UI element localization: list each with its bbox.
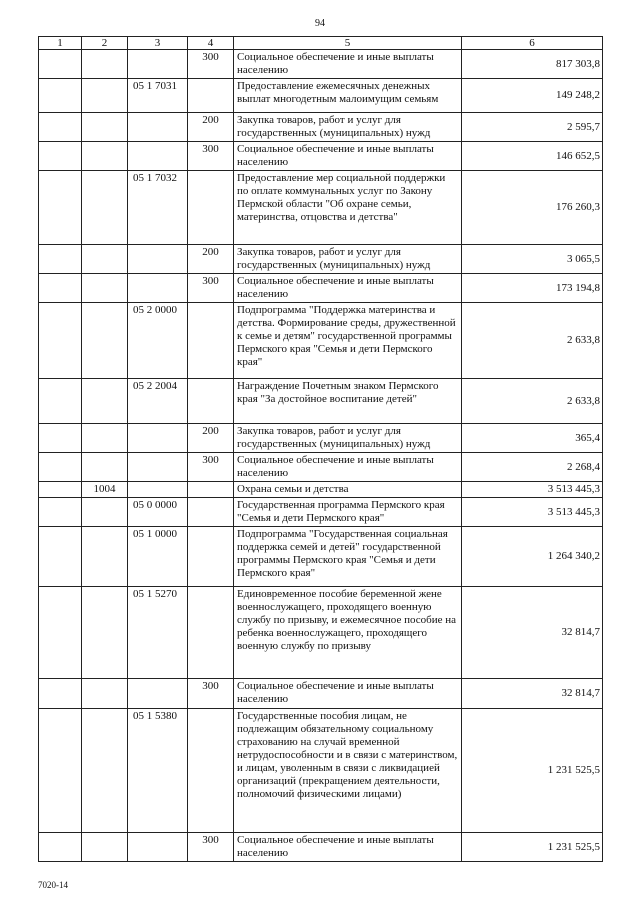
row-amount: 3 513 445,3 xyxy=(462,482,603,498)
row-target-code: 05 2 0000 xyxy=(128,303,188,379)
row-col1 xyxy=(39,709,82,833)
row-description: Социальное обеспечение и иные выплаты населению xyxy=(234,50,462,79)
row-description: Социальное обеспечение и иные выплаты населению xyxy=(234,142,462,171)
row-section-code xyxy=(82,113,128,142)
row-expense-type: 300 xyxy=(188,274,234,303)
row-amount: 1 231 525,5 xyxy=(462,833,603,862)
row-target-code: 05 2 2004 xyxy=(128,379,188,424)
row-section-code xyxy=(82,274,128,303)
row-amount: 365,4 xyxy=(462,424,603,453)
row-col1 xyxy=(39,424,82,453)
table-row xyxy=(39,245,603,274)
header-row xyxy=(39,37,603,50)
row-expense-type xyxy=(188,498,234,527)
row-expense-type: 300 xyxy=(188,453,234,482)
row-description: Подпрограмма "Государственная социальная поддержка семей и детей" государственной программы Пермского края "Семья и дети Пермского края" xyxy=(234,527,462,587)
row-section-code xyxy=(82,833,128,862)
row-expense-type xyxy=(188,79,234,113)
row-target-code xyxy=(128,482,188,498)
row-amount: 32 814,7 xyxy=(462,679,603,709)
row-col1 xyxy=(39,171,82,245)
row-target-code xyxy=(128,679,188,709)
budget-table xyxy=(38,36,603,862)
row-section-code xyxy=(82,379,128,424)
row-expense-type: 200 xyxy=(188,245,234,274)
row-target-code: 05 1 7031 xyxy=(128,79,188,113)
row-expense-type xyxy=(188,482,234,498)
row-description: Охрана семьи и детства xyxy=(234,482,462,498)
row-section-code xyxy=(82,453,128,482)
row-description: Закупка товаров, работ и услуг для государственных (муниципальных) нужд xyxy=(234,245,462,274)
row-target-code xyxy=(128,274,188,303)
header-col-6: 6 xyxy=(462,37,603,50)
row-amount: 149 248,2 xyxy=(462,79,603,113)
row-expense-type xyxy=(188,527,234,587)
table-row xyxy=(39,709,603,833)
row-expense-type: 300 xyxy=(188,679,234,709)
table-row xyxy=(39,453,603,482)
row-section-code xyxy=(82,498,128,527)
row-expense-type xyxy=(188,379,234,424)
row-section-code xyxy=(82,142,128,171)
row-section-code xyxy=(82,709,128,833)
row-target-code xyxy=(128,113,188,142)
row-description: Социальное обеспечение и иные выплаты населению xyxy=(234,833,462,862)
row-expense-type xyxy=(188,303,234,379)
row-target-code: 05 1 5270 xyxy=(128,587,188,679)
row-amount: 176 260,3 xyxy=(462,171,603,245)
row-col1 xyxy=(39,245,82,274)
row-description: Социальное обеспечение и иные выплаты населению xyxy=(234,453,462,482)
row-expense-type xyxy=(188,587,234,679)
row-description: Единовременное пособие беременной жене военнослужащего, проходящего военную службу по призыву, и ежемесячное пособие на ребенка военнослужащего, проходящего военную службу по призыву xyxy=(234,587,462,679)
table-row xyxy=(39,171,603,245)
table-row xyxy=(39,587,603,679)
row-description: Предоставление мер социальной поддержки по оплате коммунальных услуг по Закону Пермской области "Об охране семьи, материнства, отцовства и детства" xyxy=(234,171,462,245)
row-description: Предоставление ежемесячных денежных выплат многодетным малоимущим семьям xyxy=(234,79,462,113)
row-section-code xyxy=(82,245,128,274)
row-col1 xyxy=(39,50,82,79)
row-col1 xyxy=(39,679,82,709)
row-section-code xyxy=(82,527,128,587)
row-description: Государственная программа Пермского края "Семья и дети Пермского края" xyxy=(234,498,462,527)
row-col1 xyxy=(39,379,82,424)
row-amount: 817 303,8 xyxy=(462,50,603,79)
row-section-code xyxy=(82,303,128,379)
row-amount: 2 595,7 xyxy=(462,113,603,142)
header-col-4: 4 xyxy=(188,37,234,50)
row-description: Награждение Почетным знаком Пермского края "За достойное воспитание детей" xyxy=(234,379,462,424)
row-col1 xyxy=(39,303,82,379)
row-description: Государственные пособия лицам, не подлежащим обязательному социальному страхованию на случай временной нетрудоспособности и в связи с материнством, и лицам, уволенным в связи с ликвидацией организаций (прекращением деятельности, полномочий физическими лицами) xyxy=(234,709,462,833)
row-description: Социальное обеспечение и иные выплаты населению xyxy=(234,274,462,303)
row-section-code xyxy=(82,679,128,709)
table-row xyxy=(39,527,603,587)
row-expense-type xyxy=(188,171,234,245)
row-section-code xyxy=(82,79,128,113)
header-col-2: 2 xyxy=(82,37,128,50)
row-target-code: 05 1 5380 xyxy=(128,709,188,833)
row-section-code xyxy=(82,424,128,453)
row-expense-type xyxy=(188,709,234,833)
table-row xyxy=(39,113,603,142)
table-row xyxy=(39,679,603,709)
row-col1 xyxy=(39,833,82,862)
row-target-code xyxy=(128,453,188,482)
row-target-code xyxy=(128,424,188,453)
row-expense-type: 200 xyxy=(188,424,234,453)
row-amount: 2 268,4 xyxy=(462,453,603,482)
row-amount: 2 633,8 xyxy=(462,379,603,424)
row-col1 xyxy=(39,498,82,527)
row-col1 xyxy=(39,79,82,113)
row-expense-type: 300 xyxy=(188,142,234,171)
table-row xyxy=(39,303,603,379)
row-expense-type: 300 xyxy=(188,833,234,862)
row-expense-type: 300 xyxy=(188,50,234,79)
row-target-code: 05 1 0000 xyxy=(128,527,188,587)
row-col1 xyxy=(39,587,82,679)
table-row xyxy=(39,274,603,303)
row-col1 xyxy=(39,453,82,482)
row-amount: 2 633,8 xyxy=(462,303,603,379)
row-col1 xyxy=(39,113,82,142)
row-col1 xyxy=(39,527,82,587)
header-col-3: 3 xyxy=(128,37,188,50)
row-amount: 146 652,5 xyxy=(462,142,603,171)
row-amount: 3 065,5 xyxy=(462,245,603,274)
table-row xyxy=(39,379,603,424)
table-row xyxy=(39,79,603,113)
row-target-code: 05 0 0000 xyxy=(128,498,188,527)
row-description: Закупка товаров, работ и услуг для государственных (муниципальных) нужд xyxy=(234,113,462,142)
row-col1 xyxy=(39,482,82,498)
row-description: Социальное обеспечение и иные выплаты населению xyxy=(234,679,462,709)
row-expense-type: 200 xyxy=(188,113,234,142)
row-col1 xyxy=(39,142,82,171)
row-target-code xyxy=(128,833,188,862)
row-section-code xyxy=(82,50,128,79)
row-target-code xyxy=(128,245,188,274)
table-row xyxy=(39,424,603,453)
header-col-1: 1 xyxy=(39,37,82,50)
row-target-code xyxy=(128,142,188,171)
row-amount: 173 194,8 xyxy=(462,274,603,303)
header-col-5: 5 xyxy=(234,37,462,50)
page-number: 94 xyxy=(315,18,325,29)
table-row xyxy=(39,498,603,527)
row-amount: 32 814,7 xyxy=(462,587,603,679)
row-section-code: 1004 xyxy=(82,482,128,498)
row-target-code xyxy=(128,50,188,79)
row-amount: 1 264 340,2 xyxy=(462,527,603,587)
row-description: Подпрограмма "Поддержка материнства и детства. Формирование среды, дружественной к семье и детям" государственной программы Пермского края "Семья и дети Пермского края" xyxy=(234,303,462,379)
row-target-code: 05 1 7032 xyxy=(128,171,188,245)
row-amount: 1 231 525,5 xyxy=(462,709,603,833)
table-row xyxy=(39,142,603,171)
document-code: 7020-14 xyxy=(38,880,68,890)
row-section-code xyxy=(82,587,128,679)
table-row xyxy=(39,833,603,862)
row-amount: 3 513 445,3 xyxy=(462,498,603,527)
row-description: Закупка товаров, работ и услуг для государственных (муниципальных) нужд xyxy=(234,424,462,453)
row-col1 xyxy=(39,274,82,303)
table-row xyxy=(39,50,603,79)
table-row xyxy=(39,482,603,498)
row-section-code xyxy=(82,171,128,245)
